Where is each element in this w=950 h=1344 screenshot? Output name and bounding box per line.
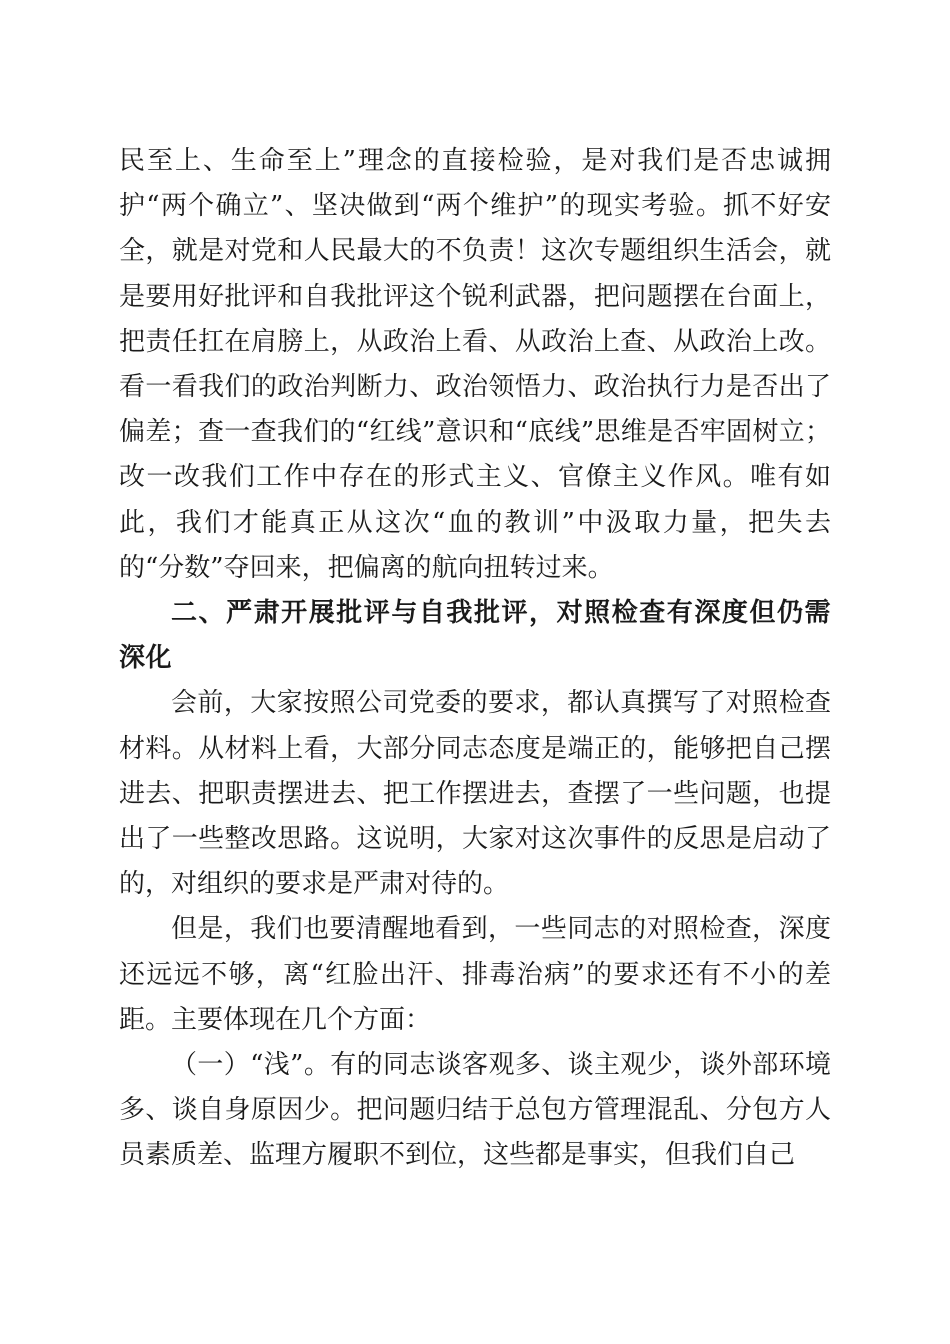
paragraph-continuation: 民至上、生命至上”理念的直接检验，是对我们是否忠诚拥护“两个确立”、坚决做到“两个维护”的现实考验。抓不好安全，就是对党和人民最大的不负责！这次专题组织生活会，就是要用好批评和自我批评这个锐利武器，把问题摆在台面上，把责任扛在肩膀上，从政治上看、从政治上查、从政治上改。看一看我们的政治判断力、政治领悟力、政治执行力是否出了偏差；查一查我们的“红线”意识和“底线”思维是否牢固树立；改一改我们工作中存在的形式主义、官僚主义作风。唯有如此，我们才能真正从这次“血的教训”中汲取力量，把失去的“分数”夺回来，把偏离的航向扭转过来。	[119, 146, 831, 583]
paragraph-however: 但是，我们也要清醒地看到，一些同志的对照检查，深度还远远不够，离“红脸出汗、排毒治病”的要求还有不小的差距。主要体现在几个方面：	[119, 914, 831, 1035]
document-body	[119, 139, 831, 1179]
section-heading-2: 二、严肃开展批评与自我批评，对照检查有深度但仍需深化	[119, 598, 831, 674]
paragraph-point-shallow: （一）“浅”。有的同志谈客观多、谈主观少，谈外部环境多、谈自身原因少。把问题归结于总包方管理混乱、分包方人员素质差、监理方履职不到位，这些都是事实，但我们自己	[119, 1050, 831, 1171]
paragraph-pre-meeting: 会前，大家按照公司党委的要求，都认真撰写了对照检查材料。从材料上看，大部分同志态度是端正的，能够把自己摆进去、把职责摆进去、把工作摆进去，查摆了一些问题，也提出了一些整改思路。这说明，大家对这次事件的反思是启动了的，对组织的要求是严肃对待的。	[119, 688, 831, 900]
